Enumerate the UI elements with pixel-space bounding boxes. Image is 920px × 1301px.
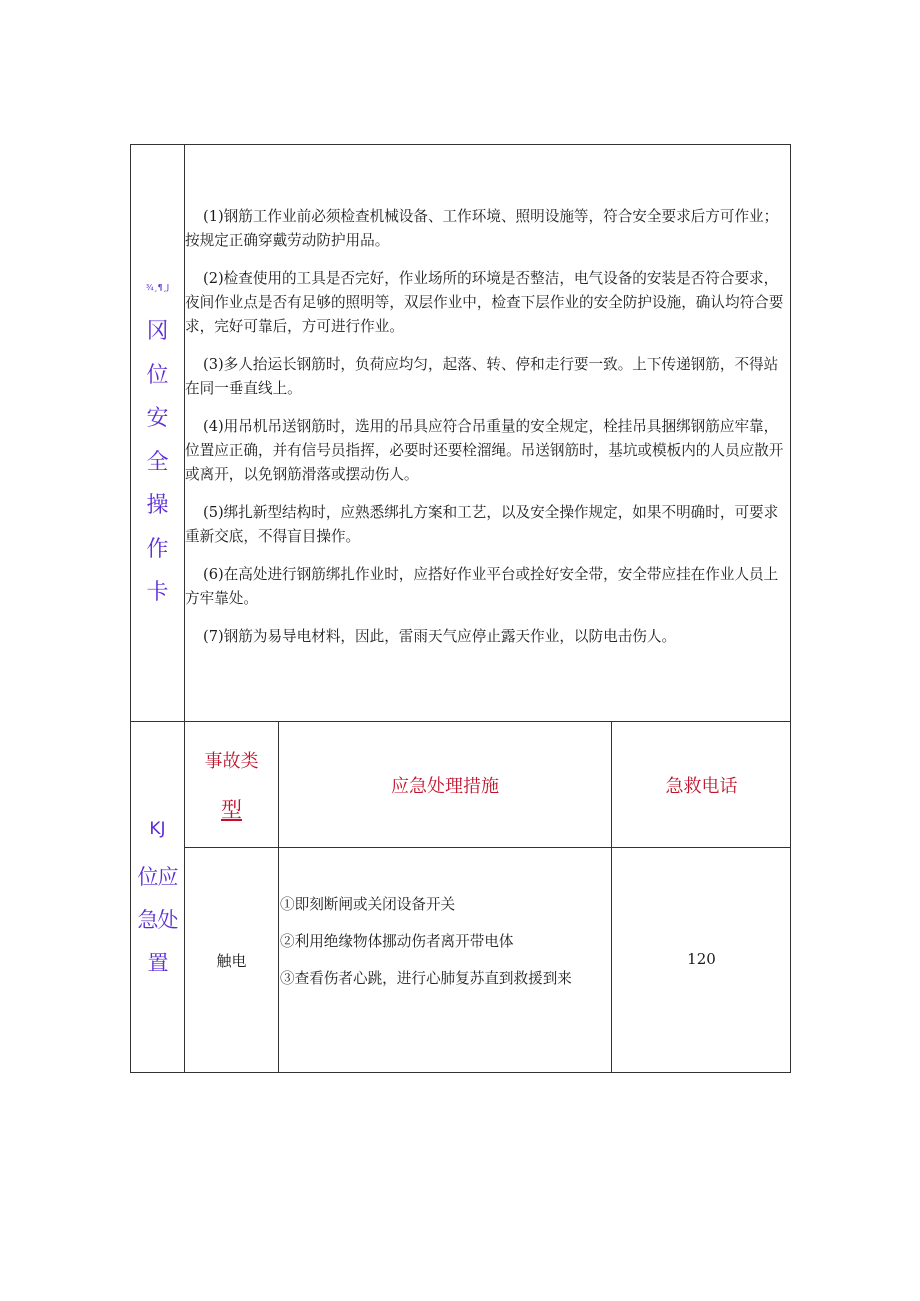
emergency-sidebar	[131, 722, 184, 1073]
safety-rule: (1)钢筋工作业前必须检查机械设备、工作环境、照明设施等，符合安全要求后方可作业；按规定正确穿戴劳动防护用品。	[185, 208, 779, 249]
emergency-title	[131, 856, 184, 985]
table-border-bottom	[130, 1072, 791, 1073]
header-accident-type-line1: 事故类	[204, 751, 259, 772]
measure-step: ③查看伤者心跳，进行心肺复苏直到救援到来	[280, 970, 572, 987]
header-phone: 急救电话	[665, 776, 738, 797]
safety-rule: (4)用吊机吊送钢筋时，选用的吊具应符合吊重量的安全规定，栓挂吊具捆绑钢筋应牢靠，位置应正确，并有信号员指挥，必要时还要栓溜绳。吊送钢筋时，基坑或模板内的人员应散开或离开，以免钢筋滑落或摆动伤人。	[185, 418, 784, 483]
header-measures: 应急处理措施	[391, 776, 499, 797]
safety-rule: (6)在高处进行钢筋绑扎作业时，应搭好作业平台或拴好安全带，安全带应挂在作业人员上方牢靠处。	[185, 566, 779, 607]
safety-card-tag: ¾¸¶¸J	[145, 283, 170, 292]
measure-step: ②利用绝缘物体挪动伤者离开带电体	[280, 933, 514, 950]
phone-cell: 120	[687, 950, 716, 968]
title-char: 作	[146, 536, 169, 562]
safety-rule: (3)多人抬运长钢筋时，负荷应均匀，起落、转、停和走行要一致。上下传递钢筋，不得站在同一垂直线上。	[185, 356, 779, 397]
safety-rules-list	[185, 205, 791, 663]
title-char: 位应	[137, 865, 178, 889]
safety-card-title	[131, 310, 184, 615]
measures-cell	[280, 893, 608, 1004]
header-accident-type-line2: 型	[221, 798, 242, 822]
header-row-divider	[184, 847, 791, 848]
title-char: 急处	[137, 908, 178, 932]
title-char: 冈	[146, 319, 169, 344]
title-char: 位	[146, 362, 169, 388]
measure-step: ①即刻断闸或关闭设备开关	[280, 896, 456, 913]
title-char: 置	[147, 951, 168, 975]
safety-card-sidebar	[131, 145, 184, 721]
emergency-label: KJ	[149, 819, 166, 839]
safety-rule: (2)检查使用的工具是否完好，作业场所的环境是否整洁，电气设备的安装是否符合要求，夜间作业点是否有足够的照明等，双层作业中，检查下层作业的安全防护设施，确认均符合要求，完好可靠后，方可进行作业。	[185, 270, 784, 335]
title-char: 安	[146, 406, 169, 431]
safety-rule: (7)钢筋为易导电材料，因此，雷雨天气应停止露天作业，以防电击伤人。	[203, 628, 677, 645]
title-char: 卡	[146, 580, 169, 605]
title-char: 操	[146, 493, 169, 518]
header-accident-type	[185, 722, 278, 847]
table-border-top	[130, 144, 791, 145]
safety-rule: (5)绑扎新型结构时，应熟悉绑扎方案和工艺，以及安全操作规定，如果不明确时，可要求重新交底，不得盲目操作。	[185, 504, 779, 545]
accident-type-cell: 触电	[216, 952, 247, 970]
title-char: 全	[146, 449, 169, 475]
